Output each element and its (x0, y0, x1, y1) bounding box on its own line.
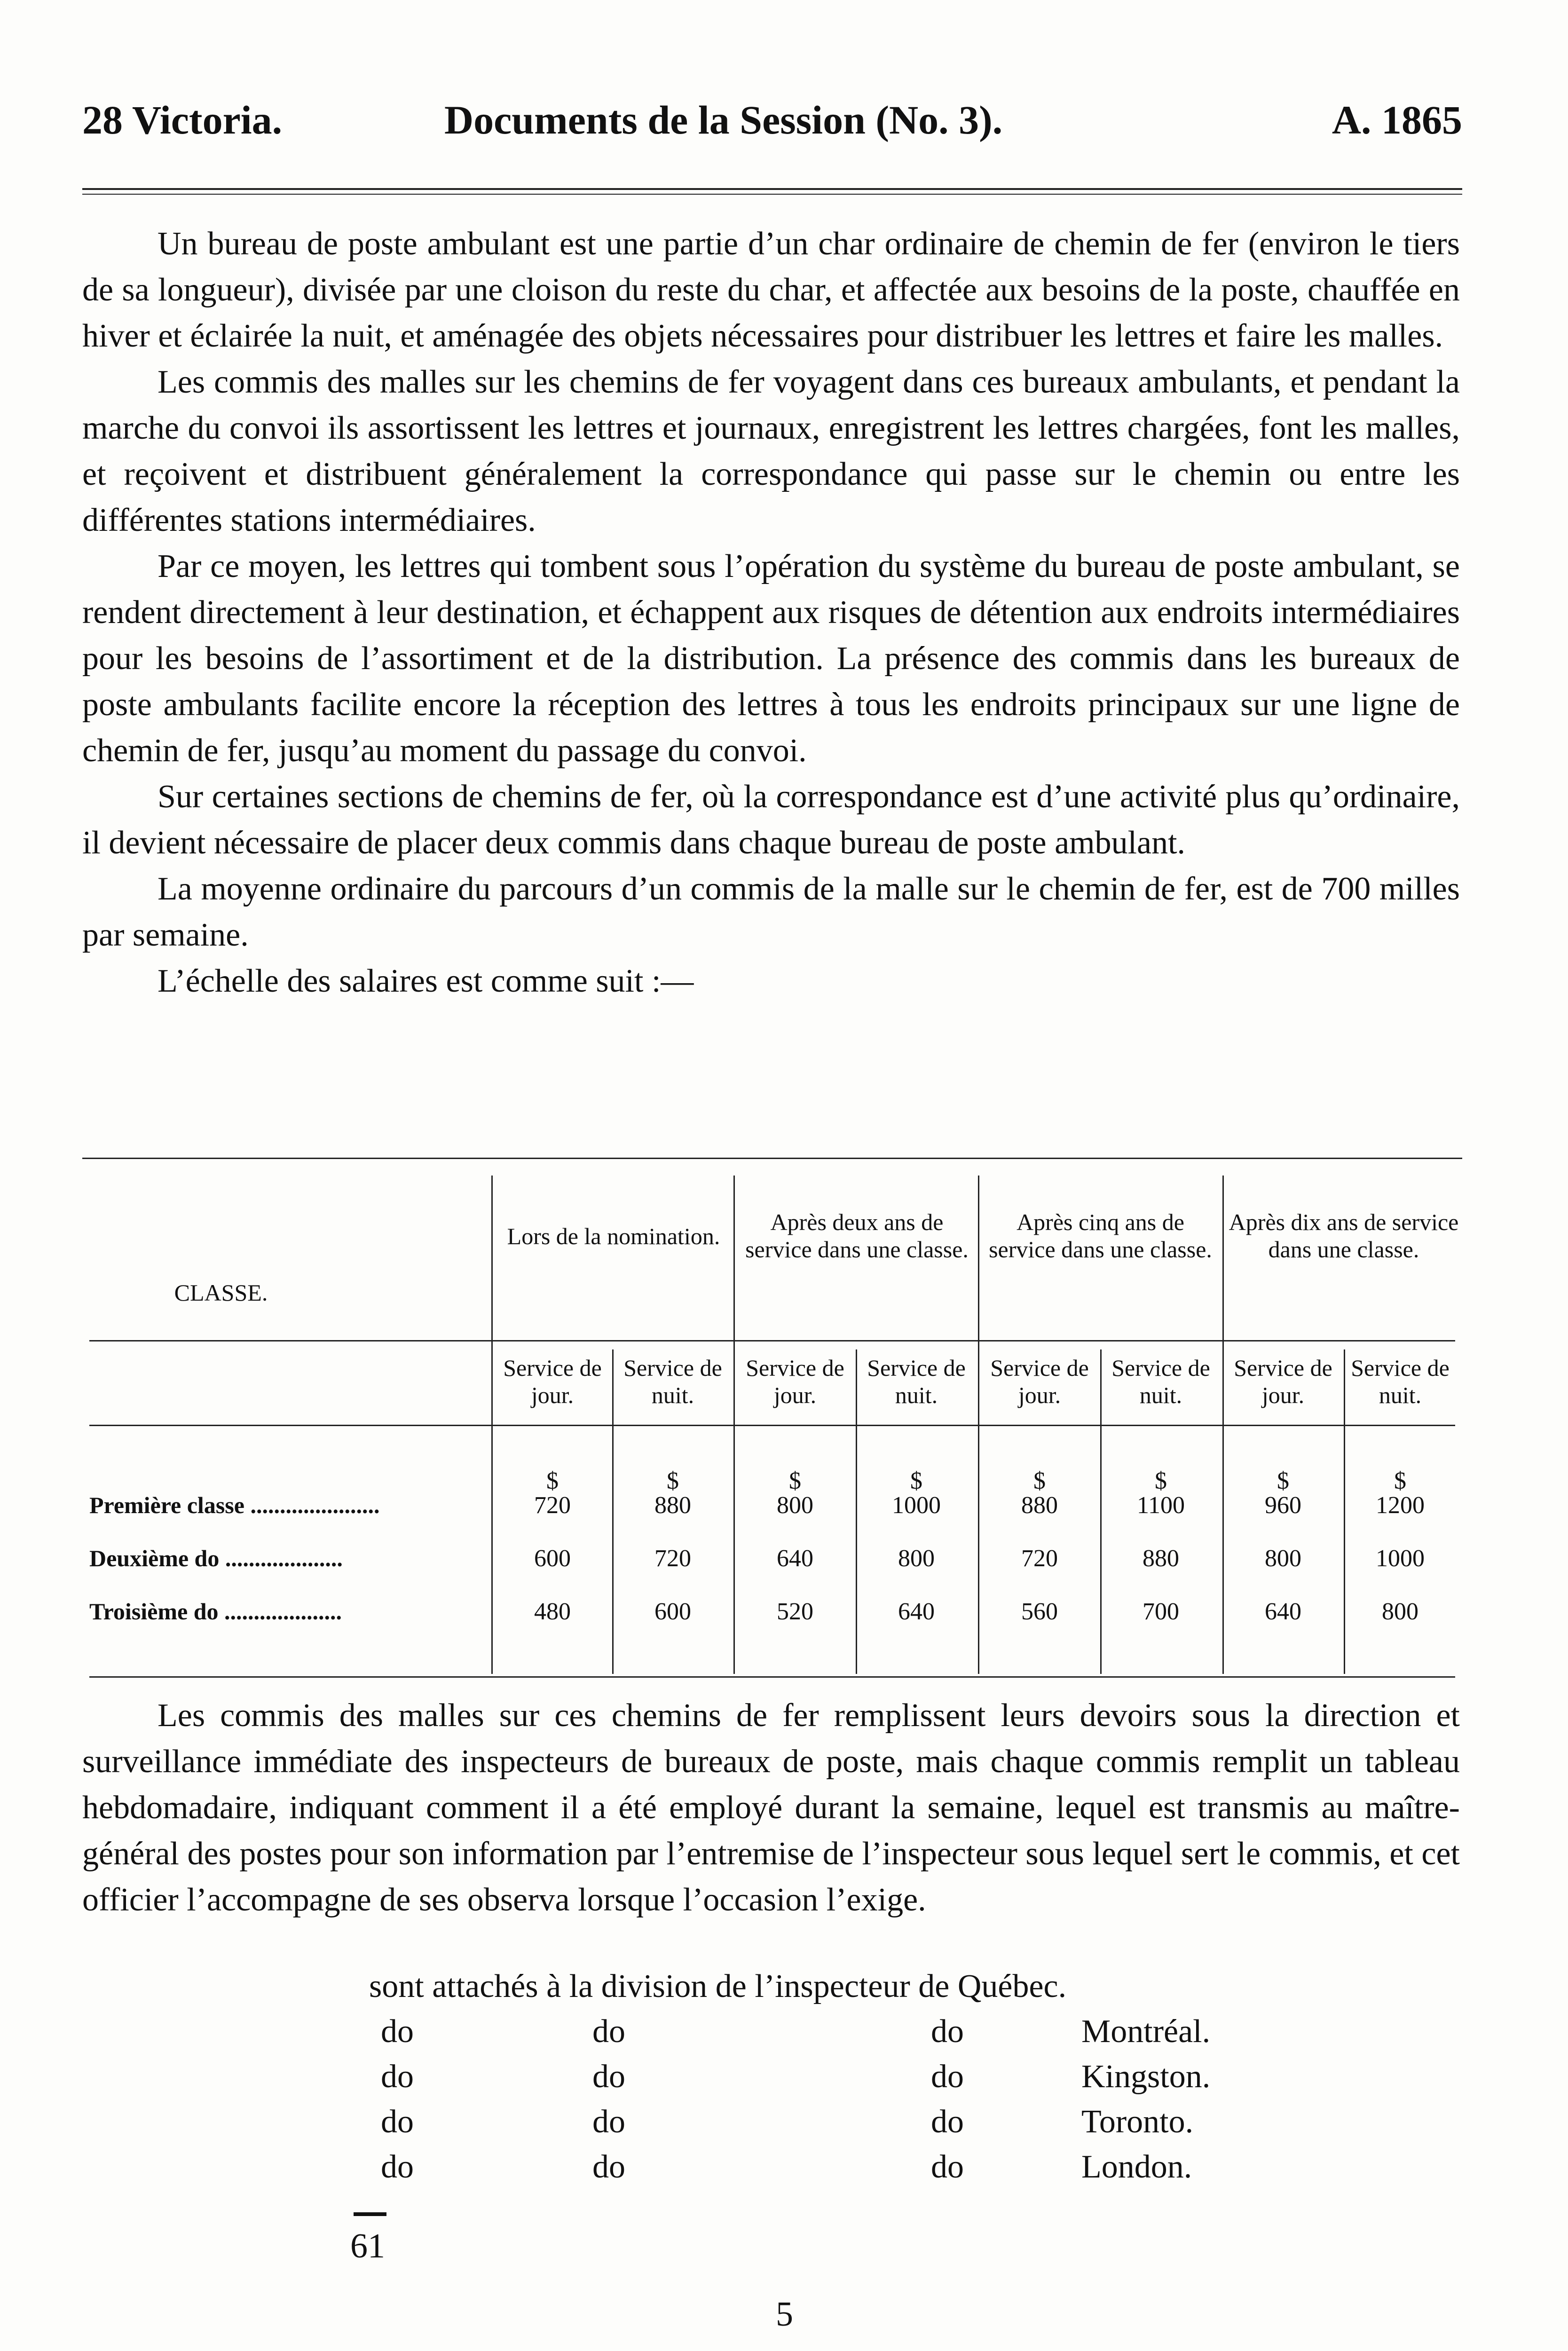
column-divider (856, 1349, 857, 1674)
salary-cell: 600 (534, 1545, 571, 1572)
division-name: London. (1081, 2149, 1192, 2185)
header-rule (82, 188, 1462, 190)
salary-cell: 800 (1382, 1598, 1418, 1625)
salary-cell: 800 (898, 1545, 935, 1572)
row-label-text: Deuxième do (89, 1545, 220, 1571)
column-divider (1100, 1349, 1102, 1674)
column-divider (733, 1176, 735, 1674)
division-name: Kingston. (1081, 2059, 1211, 2095)
leader-dots: .................... (225, 1545, 343, 1571)
subheader-day: Service de jour. (990, 1355, 1089, 1408)
salary-cell: 880 (1143, 1545, 1179, 1572)
salary-cell: 640 (777, 1545, 813, 1572)
subheader-rule (89, 1425, 1455, 1426)
salary-cell: 1100 (1136, 1492, 1185, 1519)
salary-cell: 1200 (1376, 1492, 1425, 1519)
salary-cell: 1000 (1376, 1545, 1425, 1572)
subheader-night: Service de nuit. (1111, 1355, 1210, 1408)
paragraph: La moyenne ordinaire du parcours d’un commis de la malle sur le chemin de fer, est de 700 milles par semaine. (82, 871, 1460, 953)
ditto: do (381, 2104, 414, 2140)
salary-cell: 480 (534, 1598, 571, 1625)
row-label (89, 1491, 379, 1519)
column-divider (491, 1176, 493, 1674)
paragraph: L’échelle des salaires est comme suit :— (158, 963, 694, 999)
ditto: do (592, 2149, 625, 2185)
ditto: do (381, 2059, 414, 2095)
ditto: do (592, 2059, 625, 2095)
leader-dots: .................... (224, 1598, 342, 1625)
salary-cell: 1000 (892, 1492, 941, 1519)
salary-cell: 560 (1021, 1598, 1058, 1625)
sum-rule (354, 2212, 386, 2216)
currency-sign: $ (1155, 1467, 1167, 1494)
currency-sign: $ (667, 1467, 679, 1494)
row-label (89, 1545, 343, 1572)
running-header (82, 96, 1462, 148)
currency-sign: $ (1277, 1467, 1289, 1494)
table-top-rule (82, 1158, 1462, 1159)
division-name: Toronto. (1081, 2104, 1194, 2140)
header-year: A. 1865 (1332, 97, 1462, 142)
total-count: 61 (350, 2227, 385, 2265)
ditto: do (931, 2059, 964, 2095)
paragraph: Par ce moyen, les lettres qui tombent sous l’opération du système du bureau de poste ambulant, se rendent directement à leur destination, et échappent aux risques de détention aux endroits intermédiaires pour les besoins de l’assortiment et de la distribution. La présence des commis dans les bureaux de poste ambulants facilite encore la réception des lettres à tous les endroits principaux sur une ligne de chemin de fer, jusqu’au moment du passage du convoi. (82, 548, 1460, 769)
currency-sign: $ (910, 1467, 922, 1494)
salary-cell: 960 (1265, 1492, 1301, 1519)
ditto: do (931, 2013, 964, 2050)
currency-sign: $ (546, 1467, 559, 1494)
salary-cell: 880 (1021, 1492, 1058, 1519)
column-divider (612, 1349, 614, 1674)
salary-cell: 640 (1265, 1598, 1301, 1625)
subheader-night: Service de nuit. (623, 1355, 722, 1408)
salary-cell: 800 (777, 1492, 813, 1519)
paragraph: Un bureau de poste ambulant est une partie d’un char ordinaire de chemin de fer (environ le tiers de sa longueur), divisée par une cloison du reste du char, et affectée aux besoins de la poste, chauffée en hiver et éclairée la nuit, et aménagée des objets nécessaires pour distribuer les lettres et faire les malles. (82, 226, 1460, 354)
currency-sign: $ (789, 1467, 801, 1494)
paragraph: Les commis des malles sur les chemins de fer voyagent dans ces bureaux ambulants, et pendant la marche du convoi ils assortissent les lettres et journaux, enregistrent les lettres chargées, font les malles, et reçoivent et distribuent généralement la correspondance qui passe sur le chemin ou entre les différentes stations intermédiaires. (82, 364, 1460, 538)
salary-cell: 640 (898, 1598, 935, 1625)
header-title: Documents de la Session (No. 3). (444, 97, 1003, 142)
salary-cell: 720 (534, 1492, 571, 1519)
column-divider (1344, 1349, 1345, 1674)
column-divider (978, 1176, 979, 1674)
header-rule (89, 1340, 1455, 1341)
salary-cell: 880 (654, 1492, 691, 1519)
column-divider (1222, 1176, 1224, 1674)
ditto: do (931, 2149, 964, 2185)
salary-cell: 520 (777, 1598, 813, 1625)
salary-cell: 720 (1021, 1545, 1058, 1572)
currency-sign: $ (1394, 1467, 1406, 1494)
salary-cell: 600 (654, 1598, 691, 1625)
group-header: Après cinq ans de service dans une classe. (989, 1209, 1212, 1262)
group-header: Après deux ans de service dans une classe. (745, 1209, 969, 1262)
header-left: 28 Victoria. (82, 97, 283, 142)
ditto: do (381, 2149, 414, 2185)
page-number: 5 (776, 2295, 793, 2334)
subheader-day: Service de jour. (1234, 1355, 1332, 1408)
ditto: do (381, 2013, 414, 2050)
ditto: do (592, 2013, 625, 2050)
class-header: CLASSE. (174, 1279, 268, 1306)
paragraph: Les commis des malles sur ces chemins de fer remplissent leurs devoirs sous la direction et surveillance immédiate des inspecteurs de bureaux de poste, mais chaque commis remplit un tableau hebdomadaire, indiquant comment il a été employé durant la semaine, lequel est transmis au maître-général des postes pour son information par l’entremise de l’inspecteur sous lequel sert le commis, et cet officier l’accompagne de ses observa lorsque l’occasion l’exige. (82, 1697, 1460, 1918)
body-text (82, 221, 1460, 1004)
leader-dots: ...................... (250, 1492, 380, 1518)
salary-table (89, 1166, 1459, 1674)
group-header: Lors de la nomination. (507, 1223, 720, 1249)
list-text: sont attachés à la division de l’inspecteur de Québec. (369, 1968, 1067, 2004)
table-bottom-rule (89, 1676, 1455, 1678)
row-label (89, 1598, 342, 1625)
subheader-day: Service de jour. (746, 1355, 844, 1408)
salary-cell: 700 (1143, 1598, 1179, 1625)
currency-sign: $ (1033, 1467, 1046, 1494)
salary-cell: 800 (1265, 1545, 1301, 1572)
paragraph: Sur certaines sections de chemins de fer, où la correspondance est d’une activité plus qu’ordinaire, il devient nécessaire de placer deux commis dans chaque bureau de poste ambulant. (82, 779, 1460, 861)
ditto: do (592, 2104, 625, 2140)
ditto: do (931, 2104, 964, 2140)
subheader-night: Service de nuit. (867, 1355, 966, 1408)
row-label-text: Première classe (89, 1492, 244, 1518)
salary-cell: 720 (654, 1545, 691, 1572)
body-text-after-table (82, 1693, 1460, 1923)
header-rule-thin (82, 194, 1462, 195)
division-name: Montréal. (1081, 2013, 1211, 2050)
group-header: Après dix ans de service dans une classe. (1229, 1209, 1459, 1262)
row-label-text: Troisième do (89, 1598, 219, 1625)
subheader-night: Service de nuit. (1351, 1355, 1450, 1408)
subheader-day: Service de jour. (503, 1355, 602, 1408)
